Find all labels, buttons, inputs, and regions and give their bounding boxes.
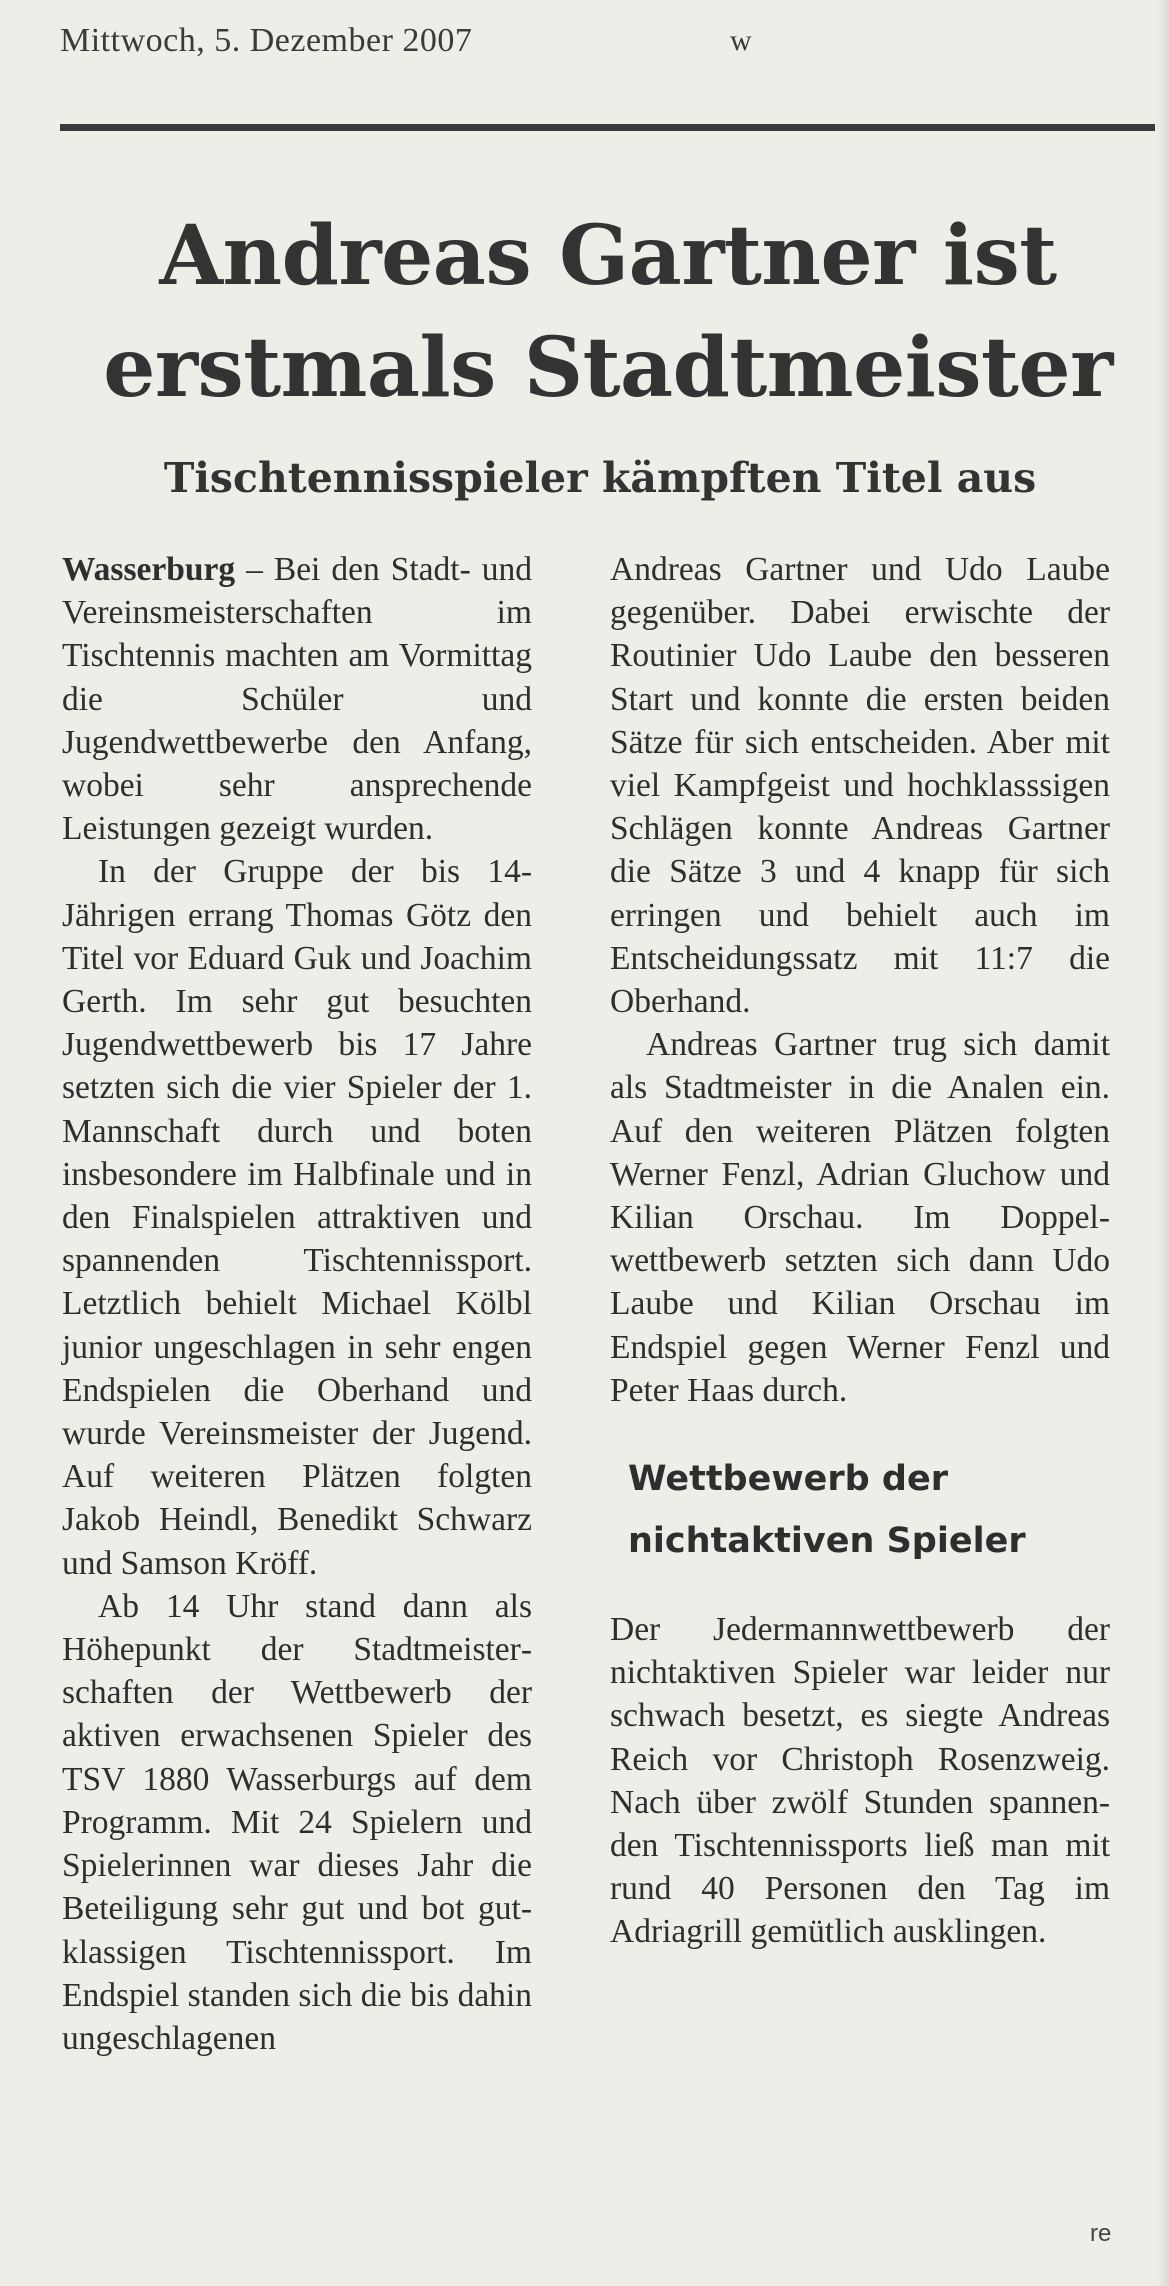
dateline-city: Wasserburg (62, 551, 236, 588)
paragraph-champion: Andreas Gartner trug sich damit als Stadtmeister in die Analen ein. Auf den weiteren Plätzen folgten Werner Fenzl, Adrian Gluchow und Kilian Orschau. Im Doppelwettbewerb setzten sich dann Udo Laube und Kilian Orschau im Endspiel gegen Werner Fenzl und Peter Haas durch. (610, 1026, 1110, 1409)
paragraph-intro (62, 548, 532, 850)
paragraph-final-match: Andreas Gartner und Udo Laube gegenüber. Dabei erwischte der Routinier Udo Laube den besseren Start und konnte die ersten beiden Sätze für sich entscheiden. Aber mit viel Kampfgeist und hochklasssigen Schlägen konnte Andreas Gartner die Sätze 3 und 4 knapp für sich erringen und behielt auch im Entscheidungssatz mit 11:7 die Oberhand. (610, 551, 1110, 1021)
headline-line-2: erstmals Stadtmeister (103, 320, 1113, 416)
section-heading-line-2: nichtaktiven Spieler (628, 1521, 1026, 1562)
header-rule (60, 124, 1155, 131)
article-subheadline: Tischtennisspieler kämpften Titel aus (163, 454, 1037, 502)
headline-line-1: Andreas Gartner ist (159, 208, 1057, 304)
paragraph-intro-text: – Bei den Stadt- und Vereinsmeisterschaften im Tischtennis machten am Vormittag die Schüler und Jugendwettbewerbe den Anfang, wobei sehr ansprechende Leistungen gezeigt wurden. (62, 551, 532, 848)
section-heading-line-1: Wettbewerb der (628, 1459, 948, 1500)
author-initials: re (1090, 2220, 1112, 2247)
paragraph-youth-results: In der Gruppe der bis 14-Jährigen errang Thomas Götz den Titel vor Eduard Guk und Joachim Gerth. Im sehr gut besuchten Jugendwettbewerb bis 17 Jahre setzten sich die vier Spieler der 1. Mannschaft durch und boten insbesondere im Halbfinale und in den Finalspielen attraktiven und spannenden Tischtennissport. Letztlich behielt Michael Kölbl junior ungeschlagen in sehr engen Endspielen die Oberhand und wurde Vereinsmeister der Jugend. Auf weiteren Plätzen folgten Jakob Heindl, Benedikt Schwarz und Samson Kröff. (62, 853, 532, 1582)
paragraph-non-active-players: Der Jedermannwettbewerb der nichtaktiven Spieler war leider nur schwach besetzt, es siegte Andreas Reich vor Christoph Rosenzweig. Nach über zwölf Stunden spannenden Tischtennissports ließ man mit rund 40 Personen den Tag im Adriagrill gemütlich ausklingen. (610, 1611, 1110, 1951)
page-edge-shadow (1157, 0, 1169, 2286)
article-headline (78, 200, 1138, 424)
paragraph-adult-competition: Ab 14 Uhr stand dann als Höhepunkt der Stadtmeisterschaften der Wettbewerb der aktiven erwachsenen Spieler des TSV 1880 Wasserburgs auf dem Programm. Mit 24 Spielern und Spielerinnen war dieses Jahr die Beteiligung sehr gut und bot gutklassigen Tischtennissport. Im Endspiel standen sich die bis dahin ungeschlagenen (62, 1587, 532, 2057)
article-column-right (610, 548, 1110, 1954)
page-section-letter: w (730, 24, 752, 57)
section-heading (628, 1448, 1110, 1572)
issue-date: Mittwoch, 5. Dezember 2007 (60, 22, 473, 59)
article-column-left (62, 548, 532, 2060)
